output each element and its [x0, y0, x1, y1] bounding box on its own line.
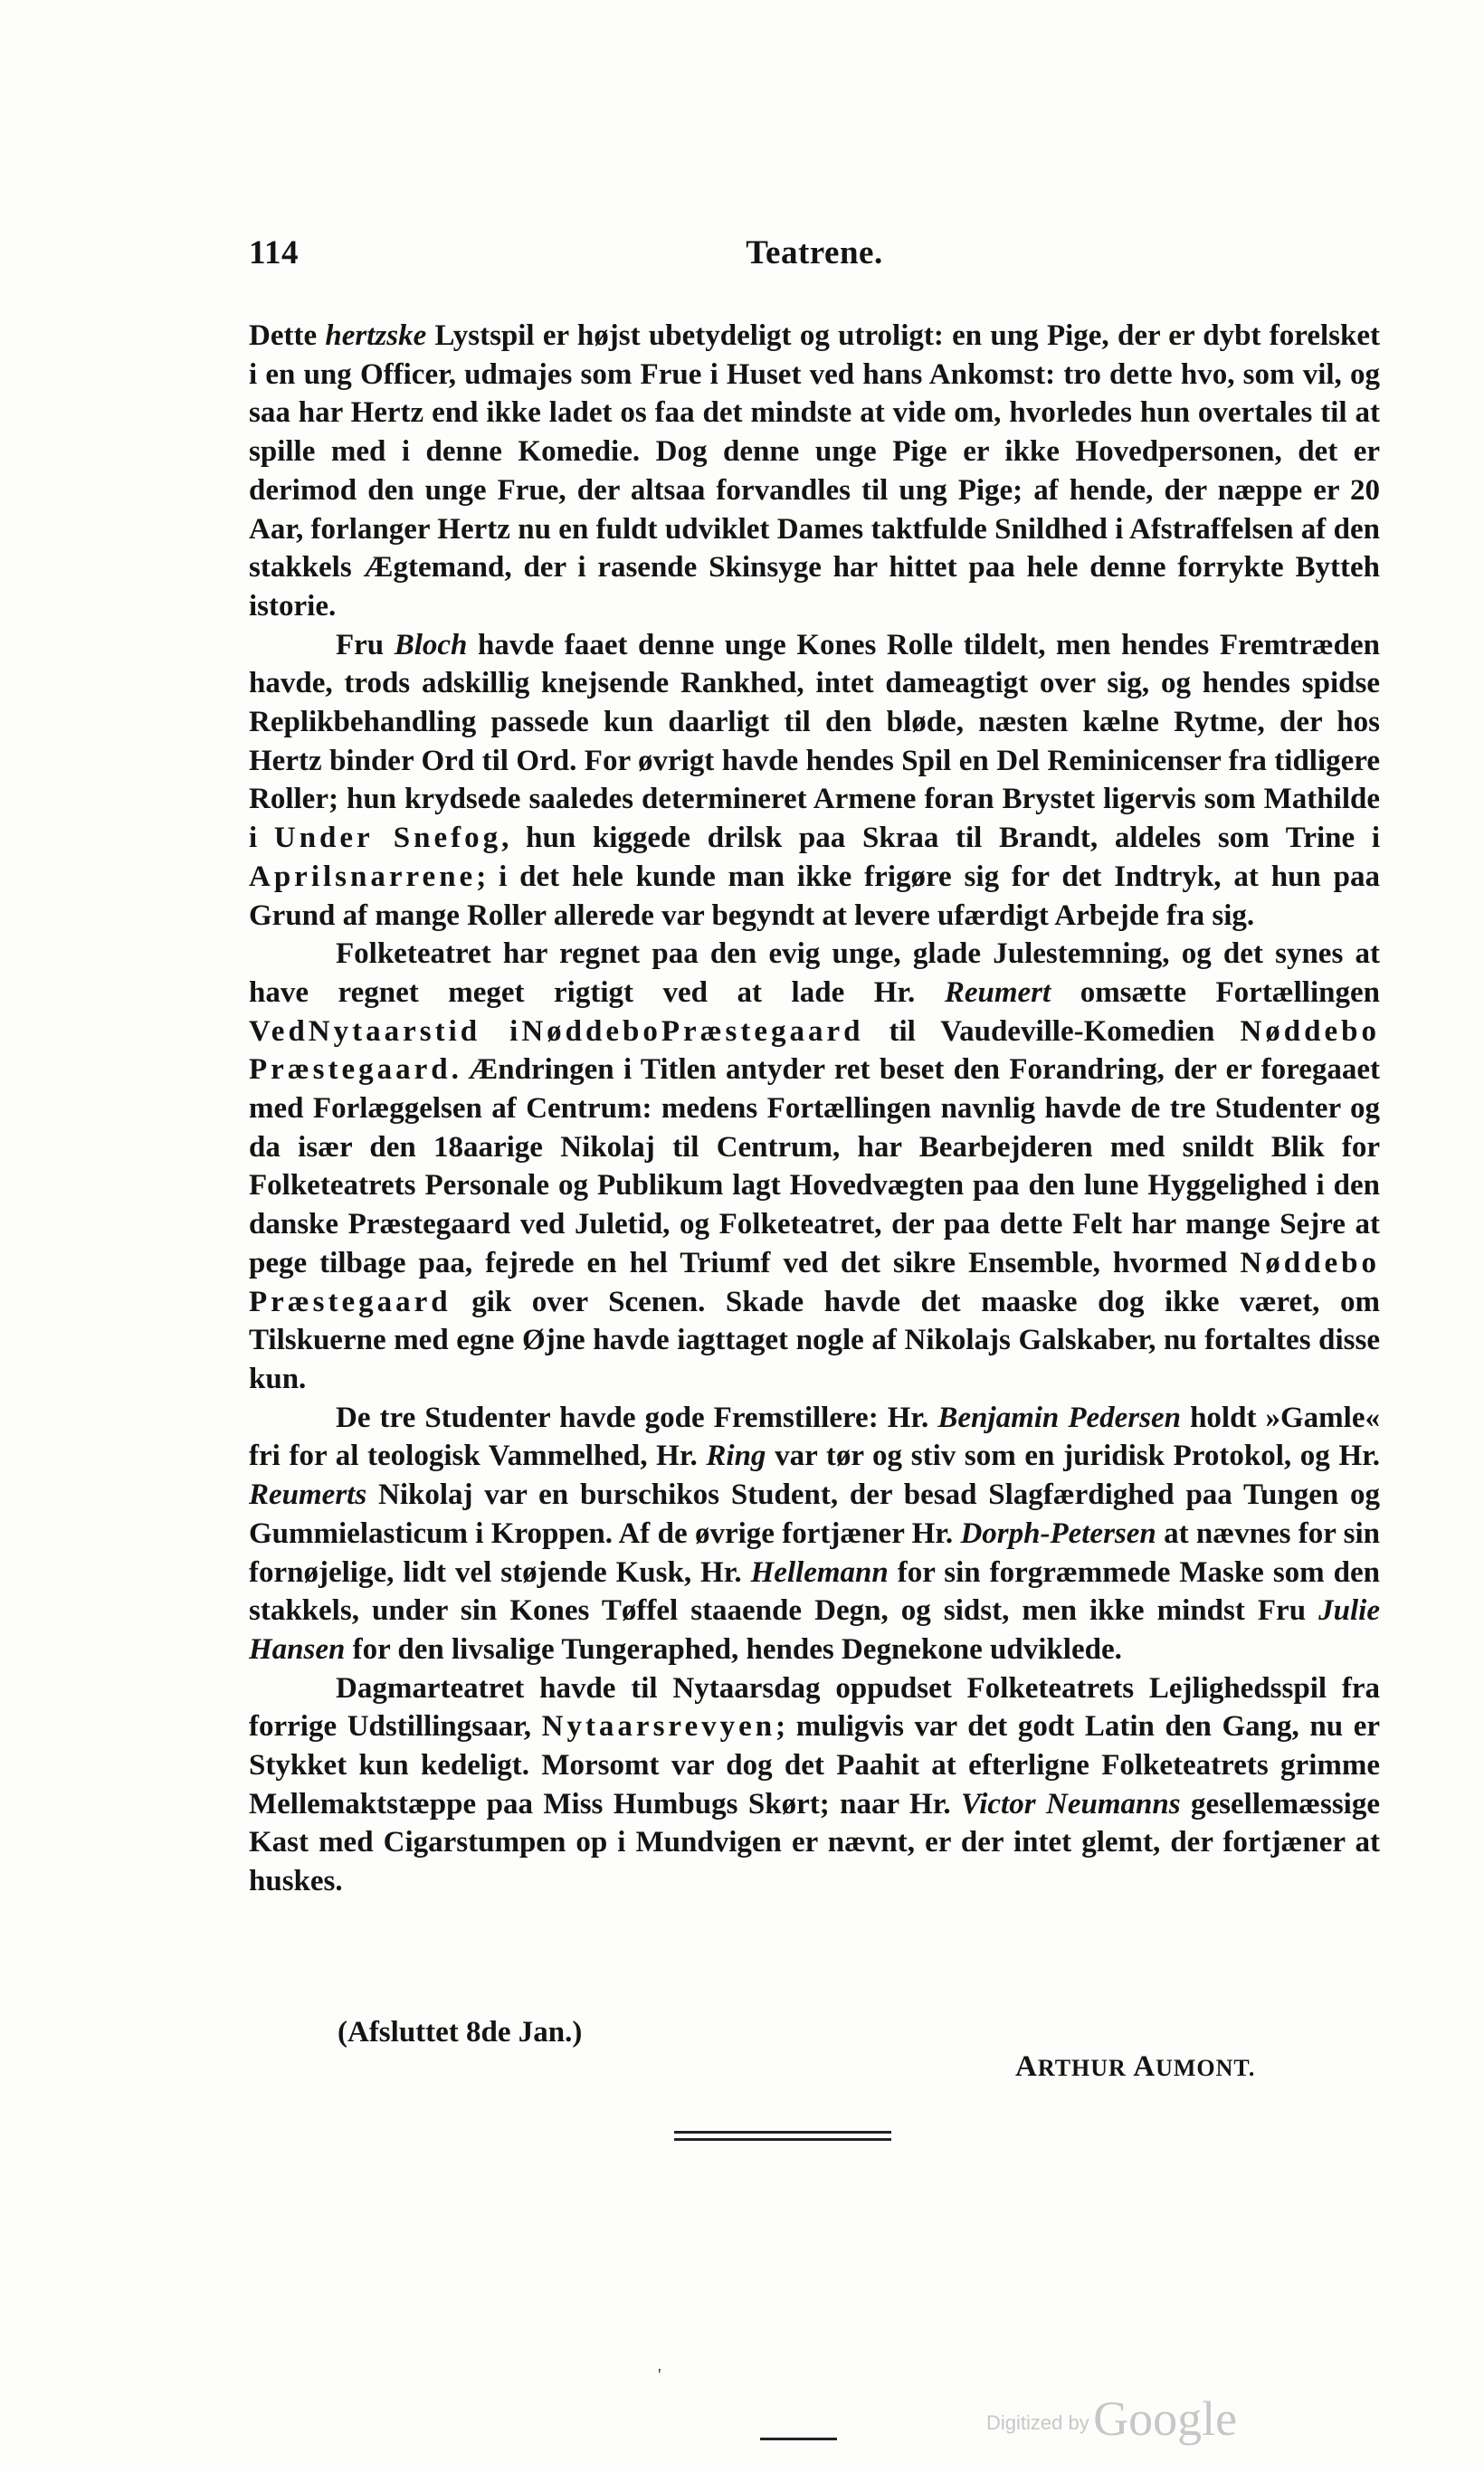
spaced-title: Nøddebo Præstegaard: [249, 1246, 1380, 1318]
author-signature: [1015, 2050, 1255, 2084]
paragraph: [249, 317, 1380, 626]
italic-name: Reumerts: [249, 1478, 367, 1512]
spaced-title: Aprilsnarrene: [249, 860, 477, 893]
watermark-prefix: Digitized by: [986, 2411, 1089, 2434]
spaced-title: Under Snefog: [273, 822, 502, 855]
end-rule: [674, 2131, 891, 2141]
signature-rest: UMONT.: [1156, 2055, 1256, 2081]
signature-initial: A: [1015, 2050, 1038, 2083]
text-run: . Ændringen i Titlen antyder ret beset den Forandring, der er foregaaet med Forlæggelsen af Centrum: medens Fortællingen navnlig havde de tre Studenter og da især den 18aarige Nikolaj til Centrum, har Bearbejderen med snildt Blik for Folketeatrets Personale og Publikum lagt Hovedvægten paa den lune Hyggelighed i den danske Præstegaard ved Juletid, og Folketeatret, der paa dette Felt har mange Sejre at pege tilbage paa, fejrede en hel Triumf ved det sikre Ensemble, hvormed: [249, 1053, 1380, 1279]
text-run: gesellemæssige Kast med Cigarstumpen op i Mundvigen er nævnt, er der intet glemt, der fortjæner at huskes.: [249, 1787, 1380, 1898]
paragraph: [249, 626, 1380, 936]
text-run: , hun kiggede drilsk paa Skraa til Brandt, aldeles som Trine i: [501, 822, 1381, 855]
spaced-title: VedNytaarstid iNøddeboPræstegaard: [249, 1014, 864, 1048]
paragraph: [249, 1669, 1380, 1901]
text-run: til Vaudeville-Komedien: [863, 1014, 1241, 1048]
text-run: var tør og stiv som en juridisk Protokol, og Hr.: [766, 1440, 1380, 1473]
text-run: havde faaet denne unge Kones Rolle tildelt, men hendes Fremtræden havde, trods adskillig knejsende Rankhed, intet dameagtigt over sig, og hendes spidse Replikbehandling passede kun daarligt til den bløde, næsten kælne Rytme, der hos Hertz binder Ord til Ord. For øvrigt havde hendes Spil en Del Reminicenser fra tidligere Roller; hun krydsede saaledes determineret Armene foran Brystet ligervis som Mathilde i: [249, 628, 1380, 855]
spaced-title: Nøddebo Præstegaard: [249, 1014, 1380, 1087]
text-run: Nikolaj var en burschikos Student, der besad Slagfærdighed paa Tungen og Gummielasticum i Kroppen. Af de øvrige fortjæner Hr.: [249, 1478, 1380, 1550]
closing-note: (Afsluttet 8de Jan.): [338, 2016, 583, 2049]
page-number: 114: [249, 234, 299, 271]
paragraph: [249, 935, 1380, 1398]
text-run: Lystspil er højst ubetydeligt og utroligt: en ung Pige, der er dybt forelsket i en ung Officer, udmajes som Frue i Huset ved hans Ankomst: tro dette hvo, som vil, og saa har Hertz end ikke ladet os faa det mindste at vide om, hvorledes hun overtales til at spille med i denne Komedie. Dog denne unge Pige er ikke Hovedpersonen, det er derimod den unge Frue, der altsaa forvandles til ung Pige; af hende, der næppe er 20 Aar, forlanger Hertz nu en fuldt udviklet Dames taktfulde Snildhed i Afstraffelsen af den stakkels Ægtemand, der i rasende Skinsyge har hittet paa hele denne forrykte Bytteh istorie.: [249, 319, 1380, 623]
text-run: Fru: [336, 628, 395, 661]
digitized-watermark: [986, 2391, 1237, 2447]
text-run: gik over Scenen. Skade havde det maaske dog ikke været, om Tilskuerne med egne Øjne havde iagttaget nogle af Nikolajs Galskaber, nu fortaltes disse kun.: [249, 1285, 1380, 1395]
page-header: [249, 233, 1380, 280]
article-body: [249, 317, 1380, 1901]
running-head: Teatrene.: [746, 234, 883, 271]
google-logo: Google: [1093, 2391, 1238, 2446]
text-run: Dette: [249, 319, 326, 352]
text-run: Dagmarteatret havde til Nytaarsdag oppudset Folketeatrets Lejlighedsspil fra forrige Udstillingsaar,: [249, 1671, 1380, 1744]
text-run: for den livsalige Tungeraphed, hendes Degnekone udviklede.: [345, 1632, 1122, 1666]
signature-initial: A: [1133, 2050, 1156, 2083]
italic-name: Hellemann: [750, 1555, 889, 1589]
text-run: ; i det hele kunde man ikke frigøre sig for det Indtryk, at hun paa Grund af mange Roller allerede var begyndt at levere ufærdigt Arbejde fra sig.: [249, 860, 1380, 932]
text-run: ; muligvis var det godt Latin den Gang, nu er Stykket kun kedeligt. Morsomt var dog det Paahit at efterligne Folketeatrets grimme Mellemaktstæppe paa Miss Humbugs Skørt; naar Hr.: [249, 1710, 1380, 1821]
text-run: at nævnes for sin fornøjelige, lidt vel støjende Kusk, Hr.: [249, 1516, 1380, 1589]
italic-name: Dorph-Petersen: [960, 1516, 1156, 1550]
paragraph: [249, 1399, 1380, 1669]
text-run: for sin forgræmmede Maske som den stakkels, under sin Kones Tøffel staaende Degn, og sidst, men ikke mindst Fru: [249, 1555, 1380, 1628]
italic-name: Bloch: [394, 628, 468, 661]
text-run: holdt »Gamle« fri for al teologisk Vammelhed, Hr.: [249, 1401, 1380, 1473]
italic-name: hertzske: [325, 319, 427, 352]
text-run: Folketeatret har regnet paa den evig unge, glade Julestemning, og det synes at have regnet meget rigtigt ved at lade Hr.: [249, 937, 1380, 1009]
italic-name: Benjamin Pedersen: [937, 1401, 1181, 1434]
italic-name: Victor Neumanns: [961, 1787, 1181, 1821]
spaced-title: Nytaarsrevyen: [541, 1710, 776, 1744]
text-run: De tre Studenter havde gode Fremstillere: Hr.: [336, 1401, 938, 1434]
text-run: omsætte Fortællingen: [1051, 975, 1380, 1009]
italic-name: Ring: [706, 1440, 766, 1473]
signature-rest: RTHUR: [1037, 2055, 1127, 2081]
italic-name: Reumert: [944, 975, 1051, 1009]
italic-name: Julie Hansen: [249, 1594, 1380, 1666]
footer-rule: [760, 2438, 837, 2440]
stray-mark: ': [658, 2365, 661, 2385]
